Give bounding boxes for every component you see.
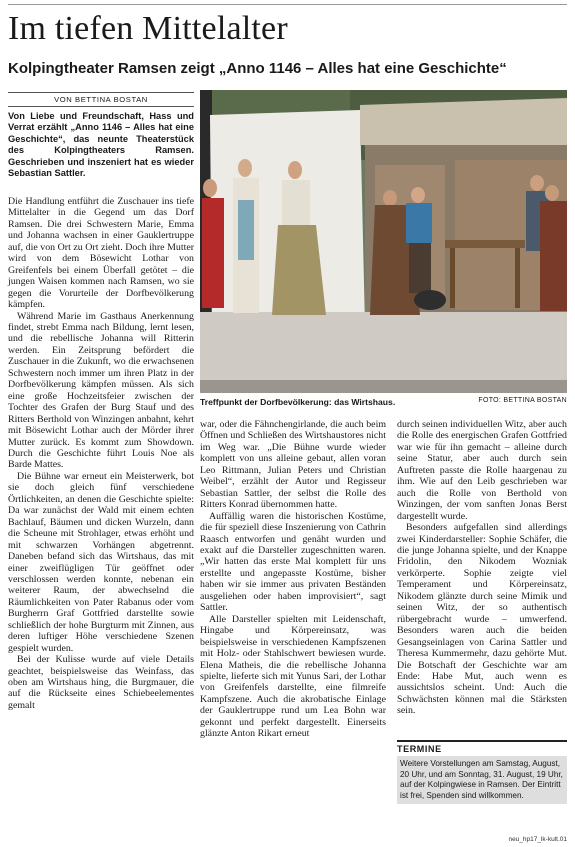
article-column-3 (397, 419, 567, 717)
paragraph: Die Handlung entführt die Zuschauer ins tiefe Mittelalter in die Gegend um das Dorf Ramsen. Die drei Schwestern Marie, Emma und Johanna wachsen in einer Gauklertruppe auf, die von Ort zu Ort zieht. Doch ihre Mutter wird von dem Bösewicht Lothar von Greifenfels bei einem Überfall getötet – die jungen Waisen kommen nach Ramsen, wo sie gegen die Vorurteile der Dorfbevölkerung kämpfen. (8, 196, 194, 311)
termine-heading: TERMINE (397, 740, 567, 754)
paragraph: Auffällig waren die historischen Kostüme, die für speziell diese Inszenierung von Cathrin Raasch entworfen und genäht wurden und exakt auf die Darsteller zugeschnitten waren. „Wir hatten das erste Mal komplett für uns erstellte und angepasste Kostüme, bisher haben wir sie immer aus privaten Beständen ausgeliehen oder haben improvisiert“, sagt Sattler. (200, 510, 386, 614)
paragraph: durch seinen individuellen Witz, aber auch die Rolle des energischen Grafen Gottfried war wie für ihn gemacht – alleine durch seine Statur, aber auch durch sein Auftreten passte die Rolle haargenau zu ihm. Wie auf den Leib geschrieben war auch die Rolle von Berthold von Winzingen, der vom sanften Jonas Berst dargestellt wurde. (397, 419, 567, 522)
photo-caption: Treffpunkt der Dorfbevölkerung: das Wirtshaus. (200, 397, 396, 407)
photo-caption-row (200, 397, 567, 407)
article-column-1 (8, 196, 194, 711)
paragraph: war, oder die Fähnchengirlande, die auch beim Öffnen und Schließen des Wirtshaustores nicht im Weg war. „Die Bühne wurde wieder komplett von uns alleine gebaut, allen voran Leo Rittmann, Julian Peters und Christian Weibel“, erzählt der Autor und Regisseur Sebastian Sattler, der selbst die Rolle des Ritters Konrad übernommen hatte. (200, 419, 386, 511)
headline: Im tiefen Mittelalter (8, 10, 288, 47)
stage-scene-image (200, 90, 567, 393)
theater-photo (200, 90, 567, 393)
photo-credit: FOTO: BETTINA BOSTAN (478, 397, 567, 404)
paragraph: Besonders aufgefallen sind allerdings zwei Kinderdarsteller: Sophie Schäfer, die die junge Johanna spielte, und der Knappe Fridolin, den Nikodem Wozniak verkörperte. Sophie zeigte viel Temperament und Körpereinsatz, Nikodem glänzte durch seine Mimik und seinen Witz, der so authentisch rübergebracht wurde – umwerfend. Besonders waren auch die beiden Gesangseinlagen von Carina Sattler und Theresa Kummermehr, dazu gehörte Mut. Die Botschaft der Geschichte war am Ende: Habe Mut, auch wenn es aussichtslos scheint. Und: Auch die Schwächsten können mal die Stärksten sein. (397, 522, 567, 717)
paragraph: Die Bühne war erneut ein Meisterwerk, bot sie doch gleich fünf verschiedene Örtlichkeiten, an denen die Geschichte spielte: Da war zunächst der Wald mit einem echten Bachlauf, Bäumen und dicken Wurzeln, dann die Scheune mit Strohlager, etwas erhöht und mit schwarzen Vorhängen abgetrennt. Daneben befand sich das Wirtshaus, das mit einer zweiflügligen Tür geöffnet oder verschlossen werden konnte, nebenan ein weiterer Raum, der abwechselnd die Räumlichkeiten von Pater Rabanus oder vom Burgherrn Graf Gottfried darstellte sowie schließlich der hohe Burgturm mit Zinnen, aus deren luftiger Höhe verschiedene Szenen gespielt wurden. (8, 470, 194, 654)
article-column-2 (200, 419, 386, 740)
subheadline: Kolpingtheater Ramsen zeigt „Anno 1146 – Alles hat eine Geschichte“ (8, 60, 507, 77)
footer-code: neu_hp17_lk-kult.01 (508, 836, 567, 843)
lead-paragraph: Von Liebe und Freundschaft, Hass und Verrat erzählt „Anno 1146 – Alles hat eine Geschichte“, das neunte Theaterstück des Kolpingtheaters Ramsen. Geschrieben und inszeniert hat es wieder Sebastian Sattler. (8, 111, 194, 179)
byline: VON BETTINA BOSTAN (8, 92, 194, 107)
paragraph: Während Marie im Gasthaus Anerkennung findet, strebt Emma nach Bildung, lernt lesen, und die rebellische Johanna will Ritterin werden. Ein Zeitsprung befördert die Zuschauer in die Zukunft, wo die erwachsenen Schwestern noch immer um ihren Platz in der Dorfbevölkerung kämpfen müssen. Als sich eine große Hochzeitsfeier zwischen der Tochter des Grafen der Burg Stauf und des Ritters Berthold von Winzingen anbahnt, kehrt mit Bösewicht Lothar auch der Mörder ihrer Mutter zurück. Es kommt zum Showdown. Durch die Geschichte führt Louis Noe als Barde Mattes. (8, 310, 194, 471)
termine-info-box: Weitere Vorstellungen am Samstag, August, 20 Uhr, und am Sonntag, 31. August, 19 Uhr, auf der Kolpingwiese in Ramsen. Der Eintritt ist frei, Spenden sind willkommen. (397, 756, 567, 804)
top-rule (8, 4, 567, 5)
paragraph: Bei der Kulisse wurde auf viele Details geachtet, beispielsweise das Weinfass, das oben am Wirtshaus hing, die Burgmauer, die auf die Rückseite eines Schiebeelementes gemalt (8, 654, 194, 711)
paragraph: Alle Darsteller spielten mit Leidenschaft, Hingabe und Körpereinsatz, was beispielsweise in verschiedenen Kampfszenen mit Holz- oder Stahlschwert bewiesen wurde. Elena Matheis, die die rebellische Johanna spielte, lieferte sich mit Yunus Sari, der Lothar von Greifenfels darstellte, eine filmreife Kampfszene. Auch die akrobatische Einlage der Gauklertruppe rund um Lea Bohn war gekonnt und perfekt dargestellt. Einerseits glänzte Anton Rikart erneut (200, 613, 386, 740)
